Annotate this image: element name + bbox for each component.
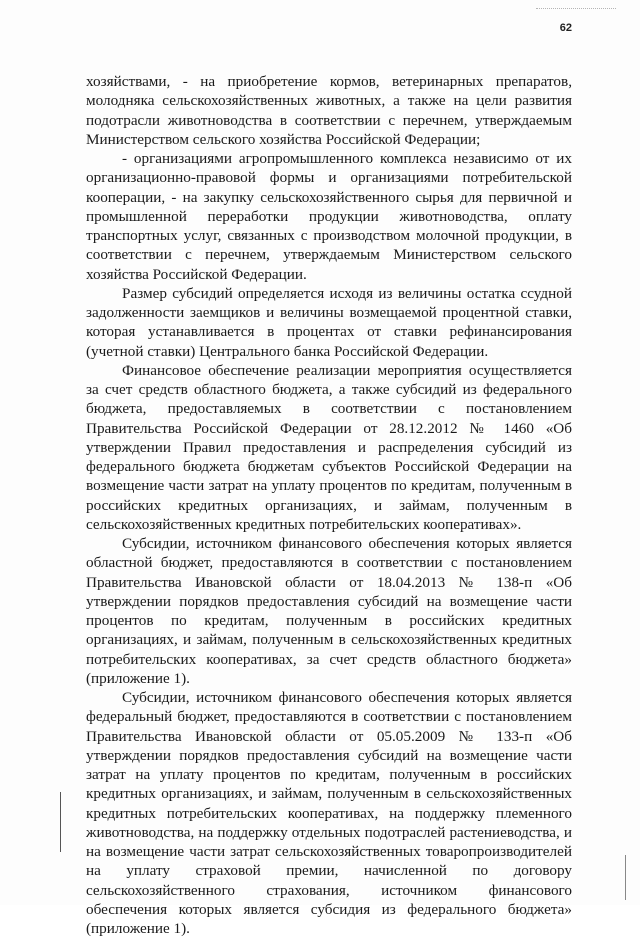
page-number: 62 [559,22,572,34]
paragraph-6: Субсидии, источником финансового обеспечения которых является федеральный бюджет, предоставляются в соответствии с постановлением Правительства Ивановской области от 05.05.2009 № 133-п «Об утверждении порядков предоставления субсидий на возмещение части затрат на уплату процентов по кредитам, полученным в российских кредитных организациях, и займам, полученным в сельскохозяйственных кредитных потребительских кооперативах, на поддержку племенного животноводства, на поддержку отдельных подотраслей растениеводства, и на возмещение части затрат сельскохозяйственных товаропроизводителей на уплату страховой премии, начисленной по договору сельскохозяйственного страхования, источником финансового обеспечения которых является субсидия из федерального бюджета» (приложение 1). [86,689,572,937]
paragraph-5: Субсидии, источником финансового обеспечения которых является областной бюджет, предоставляются в соответствии с постановлением Правительства Ивановской области от 18.04.2013 № 138-п «Об утверждении порядков предоставления субсидий на возмещение части процентов по кредитам, полученным в российских кредитных организациях, и займам, полученным в сельскохозяйственных кредитных потребительских кооперативах, за счет средств областного бюджета» (приложение 1). [86,535,572,687]
paragraph-1: хозяйствами, - на приобретение кормов, ветеринарных препаратов, молодняка сельскохозяйственных животных, а также на цели развития подотрасли животноводства в соответствии с перечнем, утверждаемым Министерством сельского хозяйства Российской Федерации; [86,73,572,148]
scan-artifact-right [625,855,626,900]
scan-artifact-left [60,792,61,852]
paragraph-2: - организациями агропромышленного комплекса независимо от их организационно-правовой формы и организациями потребительской кооперации, - на закупку сельскохозяйственного сырья для первичной и промышленной переработки продукции животноводства, оплату транспортных услуг, связанных с производством молочной продукции, в соответствии с перечнем, утверждаемым Министерством сельского хозяйства Российской Федерации. [86,150,572,283]
body-text [86,72,572,938]
scan-artifact [536,8,616,10]
paragraph-4: Финансовое обеспечение реализации мероприятия осуществляется за счет средств областного бюджета, а также субсидий из федерального бюджета, предоставляемых в соответствии с постановлением Правительства Российской Федерации от 28.12.2012 № 1460 «Об утверждении Правил предоставления и распределения субсидий из федерального бюджета бюджетам субъектов Российской Федерации на возмещение части затрат на уплату процентов по кредитам, полученным в российских кредитных организациях, и займам, полученным в сельскохозяйственных кредитных потребительских кооперативах». [86,361,572,533]
paragraph-3: Размер субсидий определяется исходя из величины остатка ссудной задолженности заемщиков и величины возмещаемой процентной ставки, которая устанавливается в процентах от ставки рефинансирования (учетной ставки) Центрального банка Российской Федерации. [86,284,572,360]
